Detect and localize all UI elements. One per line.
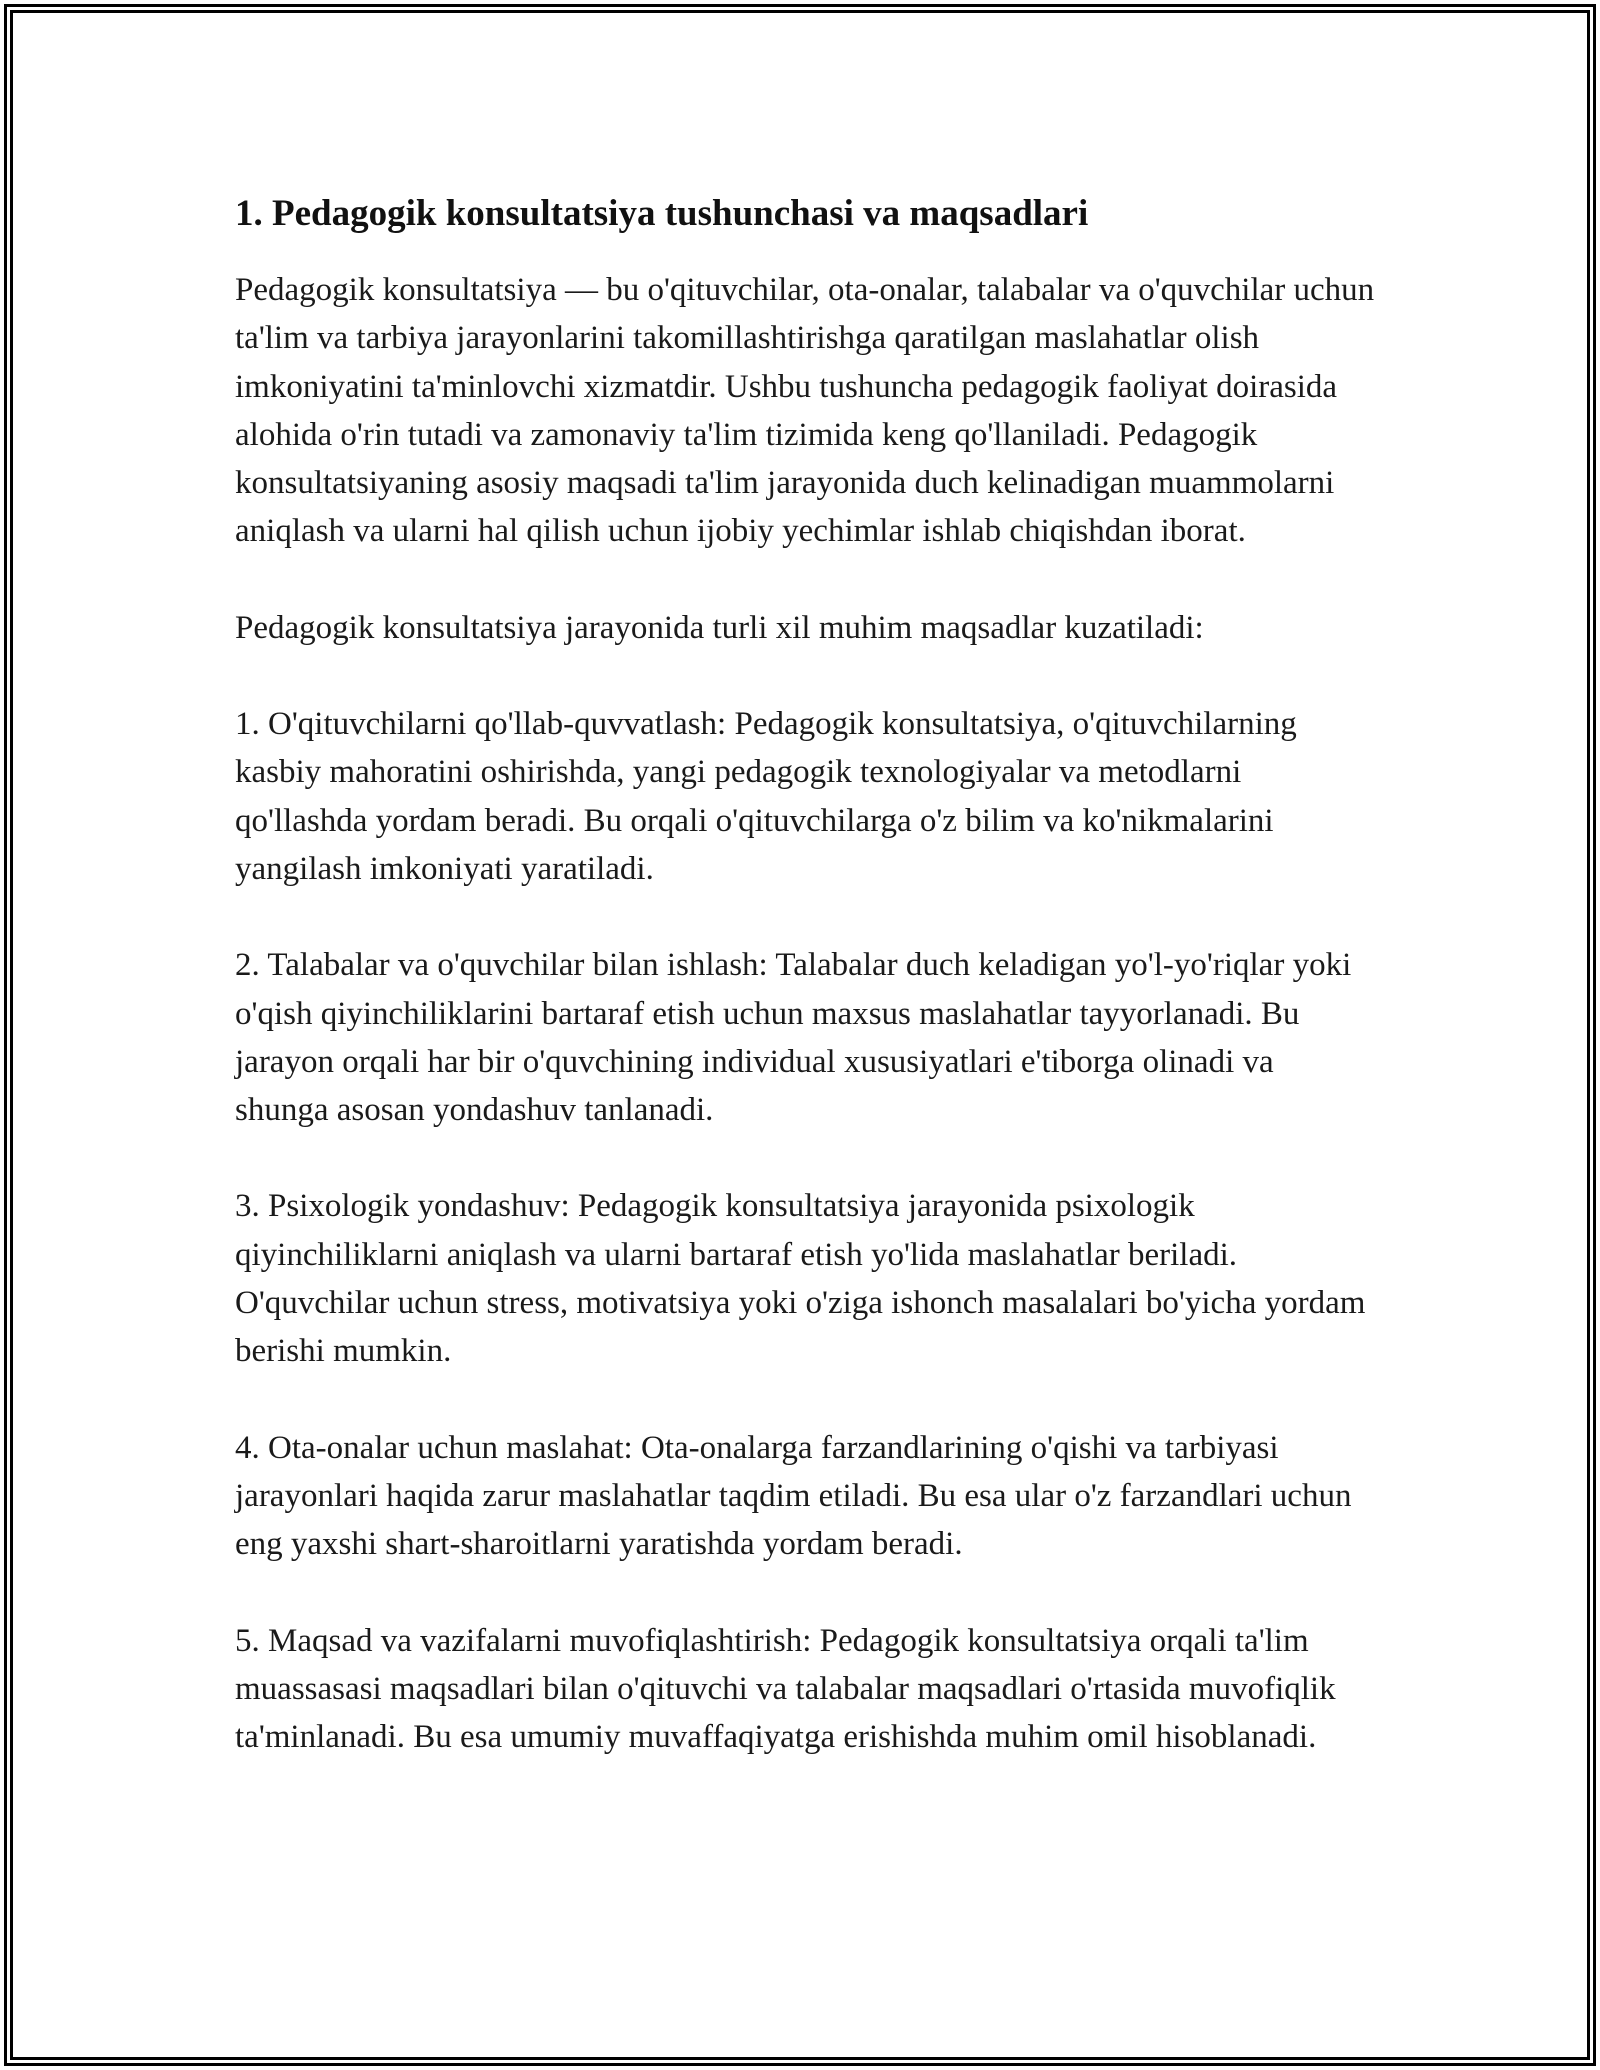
goal-item-3: 3. Psixologik yondashuv: Pedagogik konsultatsiya jarayonida psixologik qiyinchiliklarni aniqlash va ularni bartaraf etish yo'lida maslahatlar beriladi. O'quvchilar uchun stress, motivatsiya yoki o'ziga ishonch masalalari bo'yicha yordam berishi mumkin.: [235, 1188, 1366, 1370]
goals-lead-paragraph: Pedagogik konsultatsiya jarayonida turli xil muhim maqsadlar kuzatiladi:: [235, 609, 1204, 646]
intro-paragraph: Pedagogik konsultatsiya — bu o'qituvchilar, ota-onalar, talabalar va o'quvchilar uchun ta'lim va tarbiya jarayonlarini takomillashtirishga qaratilgan maslahatlar olish imkoniyatini ta'minlovchi xizmatdir. Ushbu tushuncha pedagogik faoliyat doirasida alohida o'rin tutadi va zamonaviy ta'lim tizimida keng qo'llaniladi. Pedagogik konsultatsiyaning asosiy maqsadi ta'lim jarayonida duch kelinadigan muammolarni aniqlash va ularni hal qilish uchun ijobiy yechimlar ishlab chiqishdan iborat.: [235, 272, 1375, 550]
document-body: [235, 188, 1375, 1809]
goal-item-2: 2. Talabalar va o'quvchilar bilan ishlash: Talabalar duch keladigan yo'l-yo'riqlar yoki o'qish qiyinchiliklarini bartaraf etish uchun maxsus maslahatlar tayyorlanadi. Bu jarayon orqali har bir o'quvchining individual xususiyatlari e'tiborga olinadi va shunga asosan yondashuv tanlanadi.: [235, 947, 1352, 1129]
goal-item-5: 5. Maqsad va vazifalarni muvofiqlashtirish: Pedagogik konsultatsiya orqali ta'lim muassasasi maqsadlari bilan o'qituvchi va talabalar maqsadlari o'rtasida muvofiqlik ta'minlanadi. Bu esa umumiy muvaffaqiyatga erishishda muhim omil hisoblanadi.: [235, 1622, 1336, 1756]
goal-item-1: 1. O'qituvchilarni qo'llab-quvvatlash: Pedagogik konsultatsiya, o'qituvchilarning kasbiy mahoratini oshirishda, yangi pedagogik texnologiyalar va metodlarni qo'llashda yordam beradi. Bu orqali o'qituvchilarga o'z bilim va ko'nikmalarini yangilash imkoniyati yaratiladi.: [235, 706, 1297, 887]
goal-item-4: 4. Ota-onalar uchun maslahat: Ota-onalarga farzandlarining o'qishi va tarbiyasi jarayonlari haqida zarur maslahatlar taqdim etiladi. Bu esa ular o'z farzandlari uchun eng yaxshi shart-sharoitlarni yaratishda yordam beradi.: [235, 1429, 1352, 1563]
section-heading: 1. Pedagogik konsultatsiya tushunchasi va maqsadlari: [235, 193, 1089, 234]
